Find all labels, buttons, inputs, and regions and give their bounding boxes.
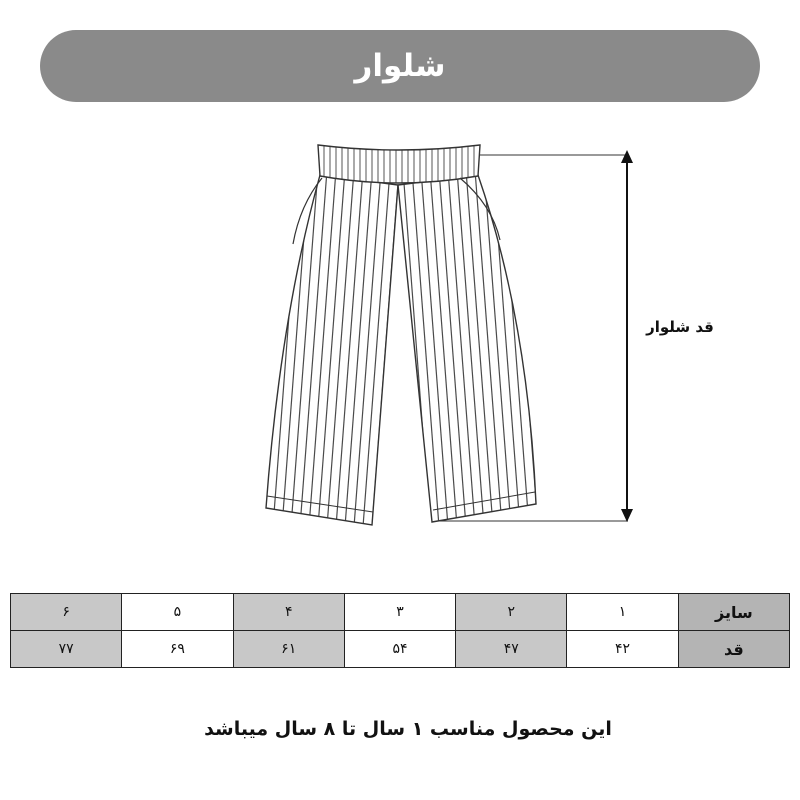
size-cell-4: ۴	[233, 594, 344, 631]
size-table	[10, 593, 790, 668]
page-title: شلوار	[354, 48, 446, 84]
arrow-down-icon	[621, 509, 633, 522]
length-header-cell: قد	[678, 631, 789, 668]
size-cell-1: ۱	[567, 594, 678, 631]
pants-right-leg	[376, 170, 566, 540]
length-dimension-label: قد شلوار	[646, 318, 714, 336]
age-note: این محصول مناسب ۱ سال تا ۸ سال میباشد	[204, 718, 612, 740]
table-row-lengths	[11, 631, 790, 668]
table-row-sizes	[11, 594, 790, 631]
size-header-cell: سایز	[678, 594, 789, 631]
length-cell-3: ۵۴	[344, 631, 455, 668]
size-cell-5: ۵	[122, 594, 233, 631]
length-cell-2: ۴۷	[456, 631, 567, 668]
size-cell-6: ۶	[11, 594, 122, 631]
size-cell-2: ۲	[456, 594, 567, 631]
length-cell-5: ۶۹	[122, 631, 233, 668]
size-cell-3: ۳	[344, 594, 455, 631]
length-cell-1: ۴۲	[567, 631, 678, 668]
length-cell-4: ۶۱	[233, 631, 344, 668]
arrow-up-icon	[621, 150, 633, 163]
length-cell-6: ۷۷	[11, 631, 122, 668]
pants-left-leg	[236, 170, 417, 540]
